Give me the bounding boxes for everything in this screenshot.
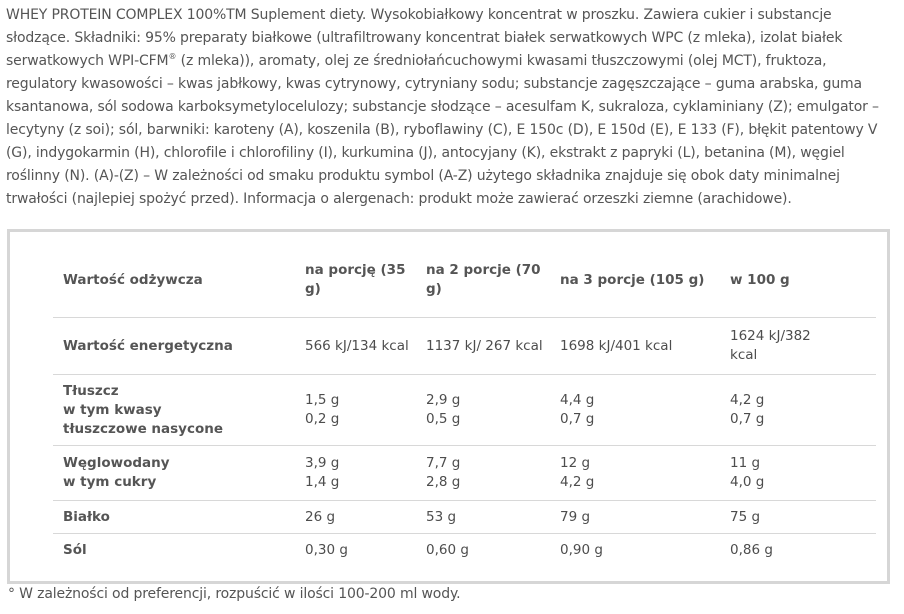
cell-carb-3-portions: 12 g 4,2 g <box>550 446 720 501</box>
cell-fat-portion: 1,5 g 0,2 g <box>295 375 416 446</box>
description-text-part2: (z mleka)), aromaty, olej ze średniołańcuchowymi kwasami tłuszczowymi (olej MCT), fruktoza, regulatory kwasowości – kwas jabłkowy, kwas cytrynowy, cytryniany sodu; substancje zagęszczające – guma arabska, guma ksantanowa, sól sodowa karboksymetylocelulozy; substancje słodzące – acesulfam K, sukraloza, cyklaminiany (Z); emulgator – lecytyny (z soi); sól, barwniki: karoteny (A), koszenila (B), ryboflawiny (C), E 150c (D), E 150d (E), E 133 (F), błękit patentowy V (G), indygokarmin (H), chlorofile i chlorofiliny (I), kurkumina (J), antocyjany (K), ekstrakt z papryki (L), betanina (M), węgiel roślinny (N). (A)-(Z) – W zależności od smaku produktu symbol (A-Z) użytego składnika znajduje się obok daty minimalnej trwałości (najlepiej spożyć przed). Informacja o alergenach: produkt może zawierać orzeszki ziemne (arachidowe). <box>6 53 879 207</box>
row-label-fat: Tłuszcz w tym kwasy tłuszczowe nasycone <box>53 375 295 446</box>
table-row-carbohydrates <box>53 446 876 501</box>
cell-protein-2-portions: 53 g <box>416 501 550 534</box>
registered-mark: ® <box>168 52 177 61</box>
table-row-fat <box>53 375 876 446</box>
header-per-portion: na porcję (35 g) <box>305 262 406 297</box>
product-description <box>6 4 896 211</box>
row-label-salt: Sól <box>53 534 295 568</box>
header-per-3-portions: na 3 porcje (105 g) <box>560 271 705 288</box>
cell-energy-3-portions: 1698 kJ/401 kcal <box>550 318 720 375</box>
cell-protein-3-portions: 79 g <box>550 501 720 534</box>
table-row-protein <box>53 501 876 534</box>
preparation-footnote: ° W zależności od preferencji, rozpuścić w ilości 100-200 ml wody. <box>8 586 461 602</box>
cell-fat-2-portions: 2,9 g 0,5 g <box>416 375 550 446</box>
nutrition-table <box>53 243 876 567</box>
header-per-2-portions: na 2 porcje (70 g) <box>426 262 541 297</box>
table-row-salt <box>53 534 876 568</box>
cell-carb-portion: 3,9 g 1,4 g <box>295 446 416 501</box>
cell-carb-100g: 11 g 4,0 g <box>720 446 876 501</box>
cell-fat-3-portions: 4,4 g 0,7 g <box>550 375 720 446</box>
description-text-part1: WHEY PROTEIN COMPLEX 100%TM Suplement diety. Wysokobiałkowy koncentrat w proszku. Zawiera cukier i substancje słodzące. Składniki: 95% preparaty białkowe (ultrafiltrowany koncentrat białek serwatkowych WPC (z mleka), izolat białek serwatkowych WPI-CFM <box>6 7 843 69</box>
cell-salt-100g: 0,86 g <box>720 534 876 568</box>
row-label-energy: Wartość energetyczna <box>53 318 295 375</box>
nutrition-table-box <box>7 229 890 584</box>
cell-carb-2-portions: 7,7 g 2,8 g <box>416 446 550 501</box>
cell-protein-portion: 26 g <box>295 501 416 534</box>
cell-energy-2-portions: 1137 kJ/ 267 kcal <box>416 318 550 375</box>
cell-salt-2-portions: 0,60 g <box>416 534 550 568</box>
cell-salt-portion: 0,30 g <box>295 534 416 568</box>
cell-energy-portion: 566 kJ/134 kcal <box>295 318 416 375</box>
table-header-row <box>53 243 876 318</box>
cell-energy-100g: 1624 kJ/382 kcal <box>720 318 876 375</box>
cell-protein-100g: 75 g <box>720 501 876 534</box>
cell-salt-3-portions: 0,90 g <box>550 534 720 568</box>
header-nutrition-value: Wartość odżywcza <box>63 271 203 288</box>
header-per-100g: w 100 g <box>730 271 790 288</box>
row-label-protein: Białko <box>53 501 295 534</box>
cell-fat-100g: 4,2 g 0,7 g <box>720 375 876 446</box>
row-label-carbohydrates: Węglowodany w tym cukry <box>53 446 295 501</box>
table-row-energy <box>53 318 876 375</box>
